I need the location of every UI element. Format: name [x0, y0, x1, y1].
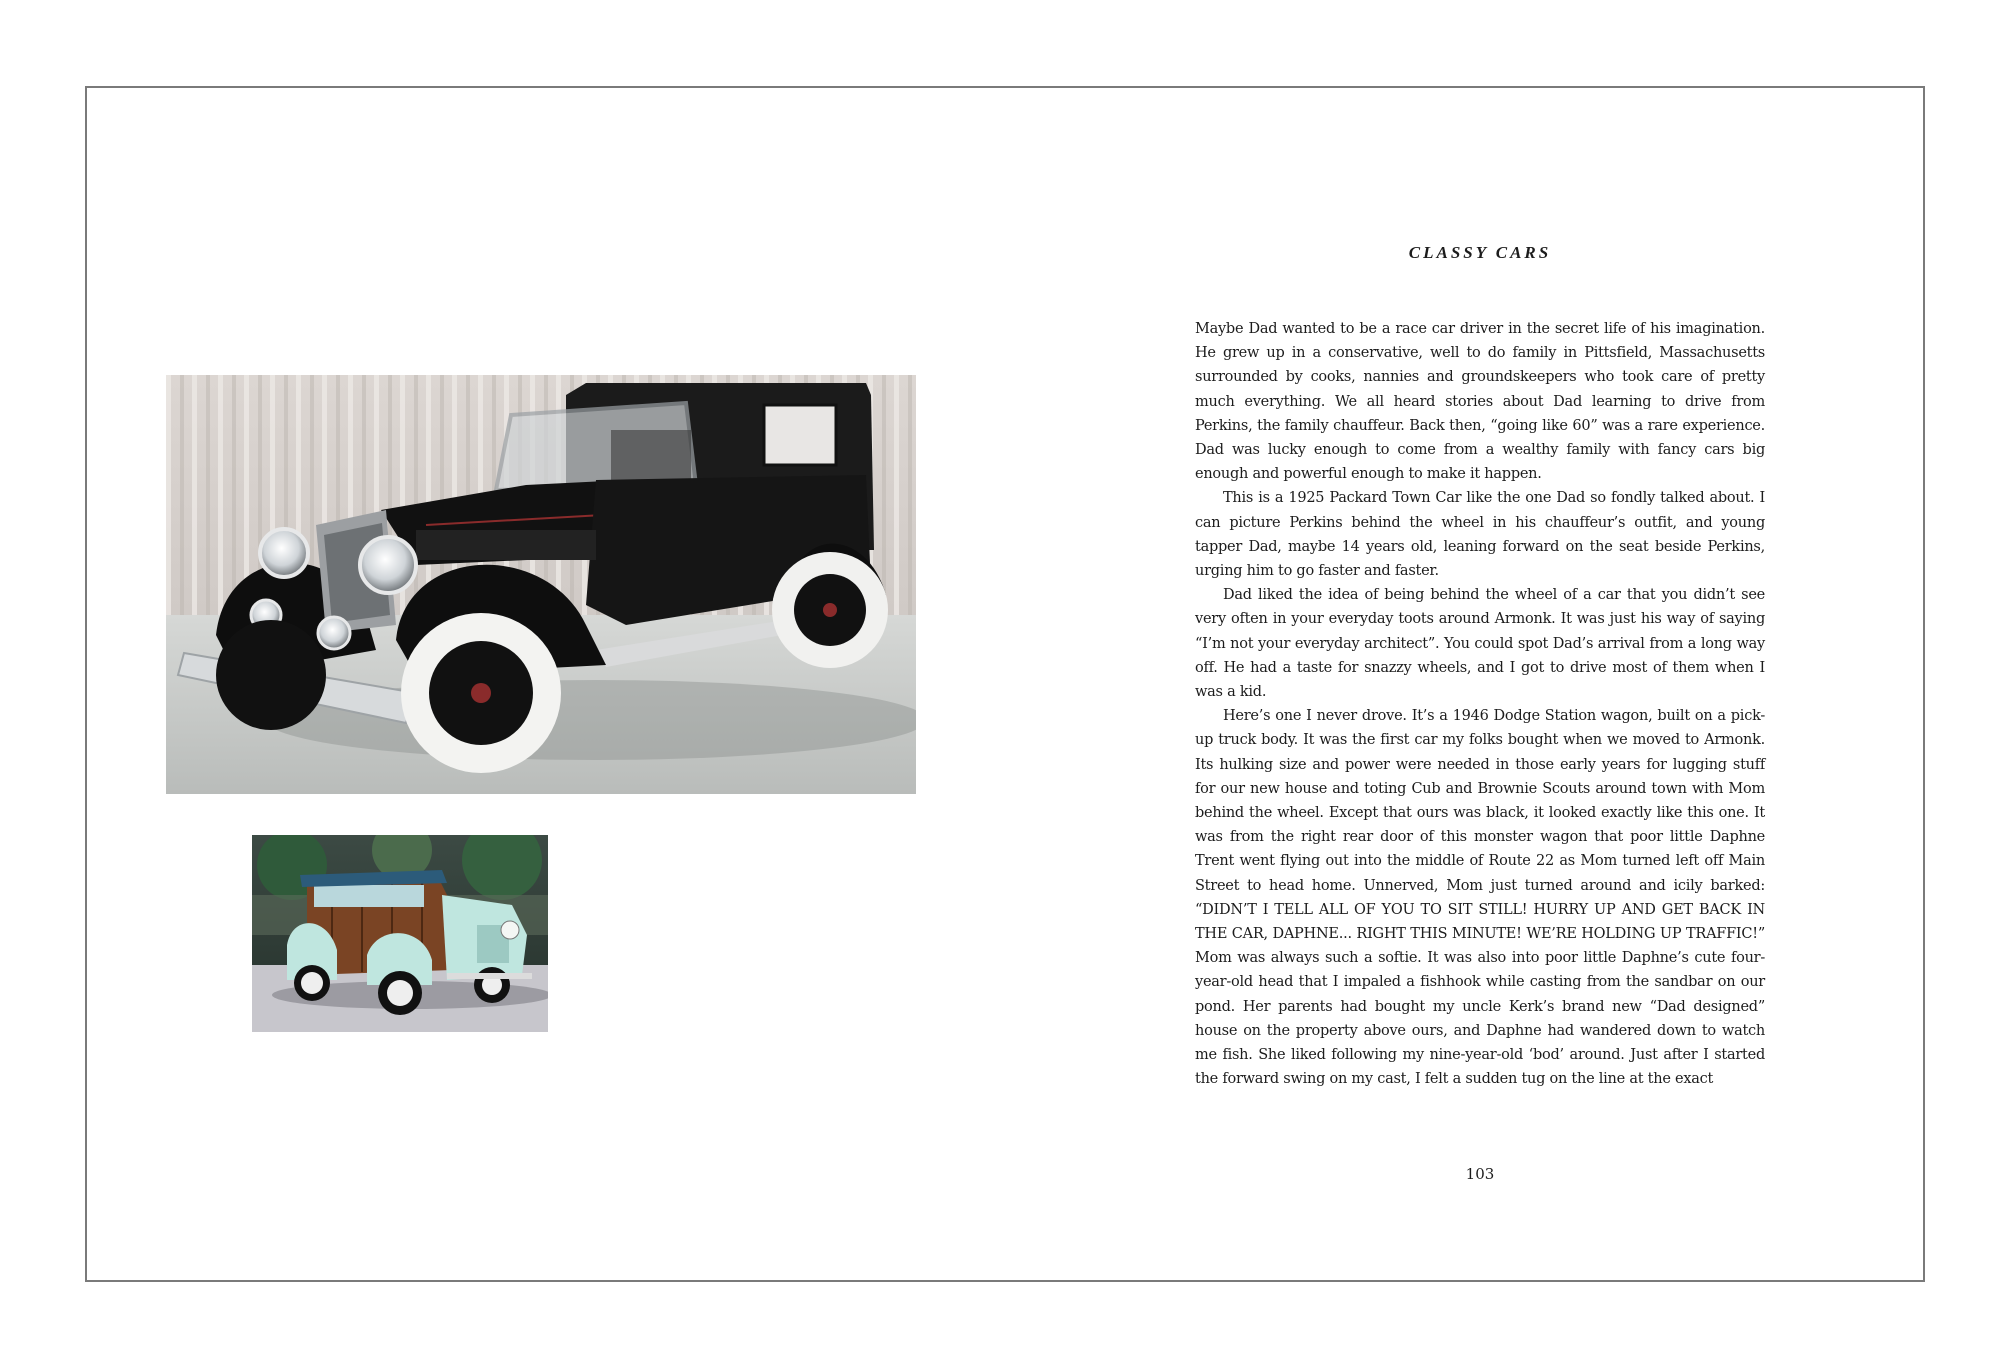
- paragraph: Here’s one I never drove. It’s a 1946 Dodge Station wagon, built on a pick-up truck body. It was the first car my folks bought when we moved to Armonk. Its hulking size and power were needed in those early years for lugging stuff for our new house and toting Cub and Brownie Scouts around town with Mom behind the wheel. Except that ours was black, it looked exactly like this one. It was from the right rear door of this monster wagon that poor little Daphne Trent went flying out into the middle of Route 22 as Mom turned left off Main Street to head home. Unnerved, Mom just turned around and icily barked: “DIDN’T I TELL ALL OF YOU TO SIT STILL! HURRY UP AND GET BACK IN THE CAR, DAPHNE... RIGHT THIS MINUTE! WE’RE HOLDING UP TRAFFIC!” Mom was always such a softie. It was also into poor little Daphne’s cute four-year-old head that I impaled a fishhook while casting from the sandbar on our pond. Her parents had bought my uncle Kerk’s brand new “Dad designed” house on the property above ours, and Daphne had wandered down to watch me fish. She liked following my nine-year-old ‘bod’ around. Just after I started the forward swing on my cast, I felt a sudden tug on the line at the exact: [1195, 708, 1765, 1088]
- paragraph: This is a 1925 Packard Town Car like the one Dad so fondly talked about. I can picture Perkins behind the wheel in his chauffeur’s outfit, and young tapper Dad, maybe 14 years old, leaning forward on the seat beside Perkins, urging him to go faster and faster.: [1195, 490, 1765, 580]
- running-head: CLASSY CARS: [1408, 243, 1552, 262]
- page-number: 103: [1465, 1165, 1495, 1183]
- body-text: [1195, 317, 1765, 1092]
- packard-town-car-photo: [166, 375, 916, 794]
- paragraph: Maybe Dad wanted to be a race car driver in the secret life of his imagination. He grew up in a conservative, well to do family in Pittsfield, Massachusetts surrounded by cooks, nannies and groundskeepers who took care of pretty much everything. We all heard stories about Dad learning to drive from Perkins, the family chauffeur. Back then, “going like 60” was a rare experience. Dad was lucky enough to come from a wealthy family with fancy cars big enough and powerful enough to make it happen.: [1195, 321, 1765, 483]
- dodge-station-wagon-photo: [252, 835, 548, 1032]
- paragraph: Dad liked the idea of being behind the wheel of a car that you didn’t see very often in your everyday toots around Armonk. It was just his way of saying “I’m not your everyday architect”. You could spot Dad’s arrival from a long way off. He had a taste for snazzy wheels, and I got to drive most of them when I was a kid.: [1195, 587, 1765, 701]
